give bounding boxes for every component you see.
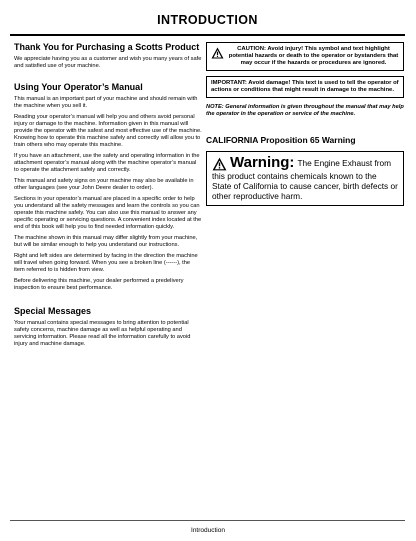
warning-lead-text: The Engine Exhaust from — [297, 158, 392, 168]
warning-word: Warning: — [230, 154, 295, 171]
important-text: IMPORTANT: Avoid damage! This text is used to tell the operator of actions or conditions that might result in damage to the machine. — [211, 80, 399, 93]
manual-paragraph: This manual and safety signs on your machine may also be available in other languages (see your John Deere dealer to order). — [14, 178, 194, 191]
special-messages-body: Your manual contains special messages to bring attention to potential safety concerns, machine damage as well as helpful operating and servicing information. Please read all the information carefully to avoid injury and machine damage. — [14, 320, 191, 347]
right-column — [206, 38, 404, 206]
manual-title: Using Your Operator’s Manual — [14, 82, 143, 92]
manual-paragraph: Right and left sides are determined by facing in the direction the machine will travel when going forward. When you see a broken line (------), the item referred to is hidden from view. — [14, 253, 198, 273]
california-title: CALIFORNIA Proposition 65 Warning — [206, 135, 356, 145]
prop65-warning-box — [206, 151, 404, 206]
manual-paragraph: Before delivering this machine, your dealer performed a predelivery inspection to ensure best performance. — [14, 278, 184, 291]
manual-paragraph: Reading your operator’s manual will help you and others avoid personal injury or damage to the machine. Information given in this manual will provide the operator with the safest and most effective use of the machine. Knowing how to operate this machine safely and correctly will allow you to train others who may operate this machine. — [14, 114, 202, 148]
left-column — [14, 38, 202, 352]
manual-paragraph: The machine shown in this manual may differ slightly from your machine, but will be similar enough to help you understand our instructions. — [14, 235, 198, 248]
caution-box — [206, 42, 404, 71]
manual-paragraph: This manual is an important part of your machine and should remain with the machine when you sell it. — [14, 96, 198, 109]
warning-body-text: this product contains chemicals known to the State of California to cause cancer, birth defects or other reproductive harm. — [212, 171, 398, 201]
page-header — [10, 10, 405, 36]
note-text: NOTE: General information is given throughout the manual that may help the operator in the operation or service of the machine. — [206, 104, 404, 117]
page-footer: Introduction — [191, 527, 225, 534]
special-messages-title: Special Messages — [14, 306, 92, 316]
page-title: INTRODUCTION — [157, 13, 258, 27]
footer-divider — [10, 520, 405, 521]
manual-paragraph: Sections in your operator’s manual are placed in a specific order to help you understand all the safety messages and learn the controls so you can operate this machine safely. You can also use this manual to answer any specific operating or servicing questions. A convenient index located at the end of this book will help you to find needed information quickly. — [14, 196, 202, 230]
thank-you-title: Thank You for Purchasing a Scotts Product — [14, 42, 200, 52]
thank-you-body: We appreciate having you as a customer and wish you many years of safe and satisfied use of your machine. — [14, 56, 202, 69]
warning-triangle-icon — [211, 47, 224, 59]
caution-text: CAUTION: Avoid injury! This symbol and text highlight potential hazards or death to the operator or bystanders that may occur if the hazards or procedures are ignored. — [228, 46, 399, 66]
manual-paragraph: If you have an attachment, use the safety and operating information in the attachment operator’s manual along with the machine operator’s manual to operate the attachment safely and correctly. — [14, 153, 200, 173]
warning-triangle-icon — [212, 157, 227, 171]
important-box — [206, 76, 404, 98]
